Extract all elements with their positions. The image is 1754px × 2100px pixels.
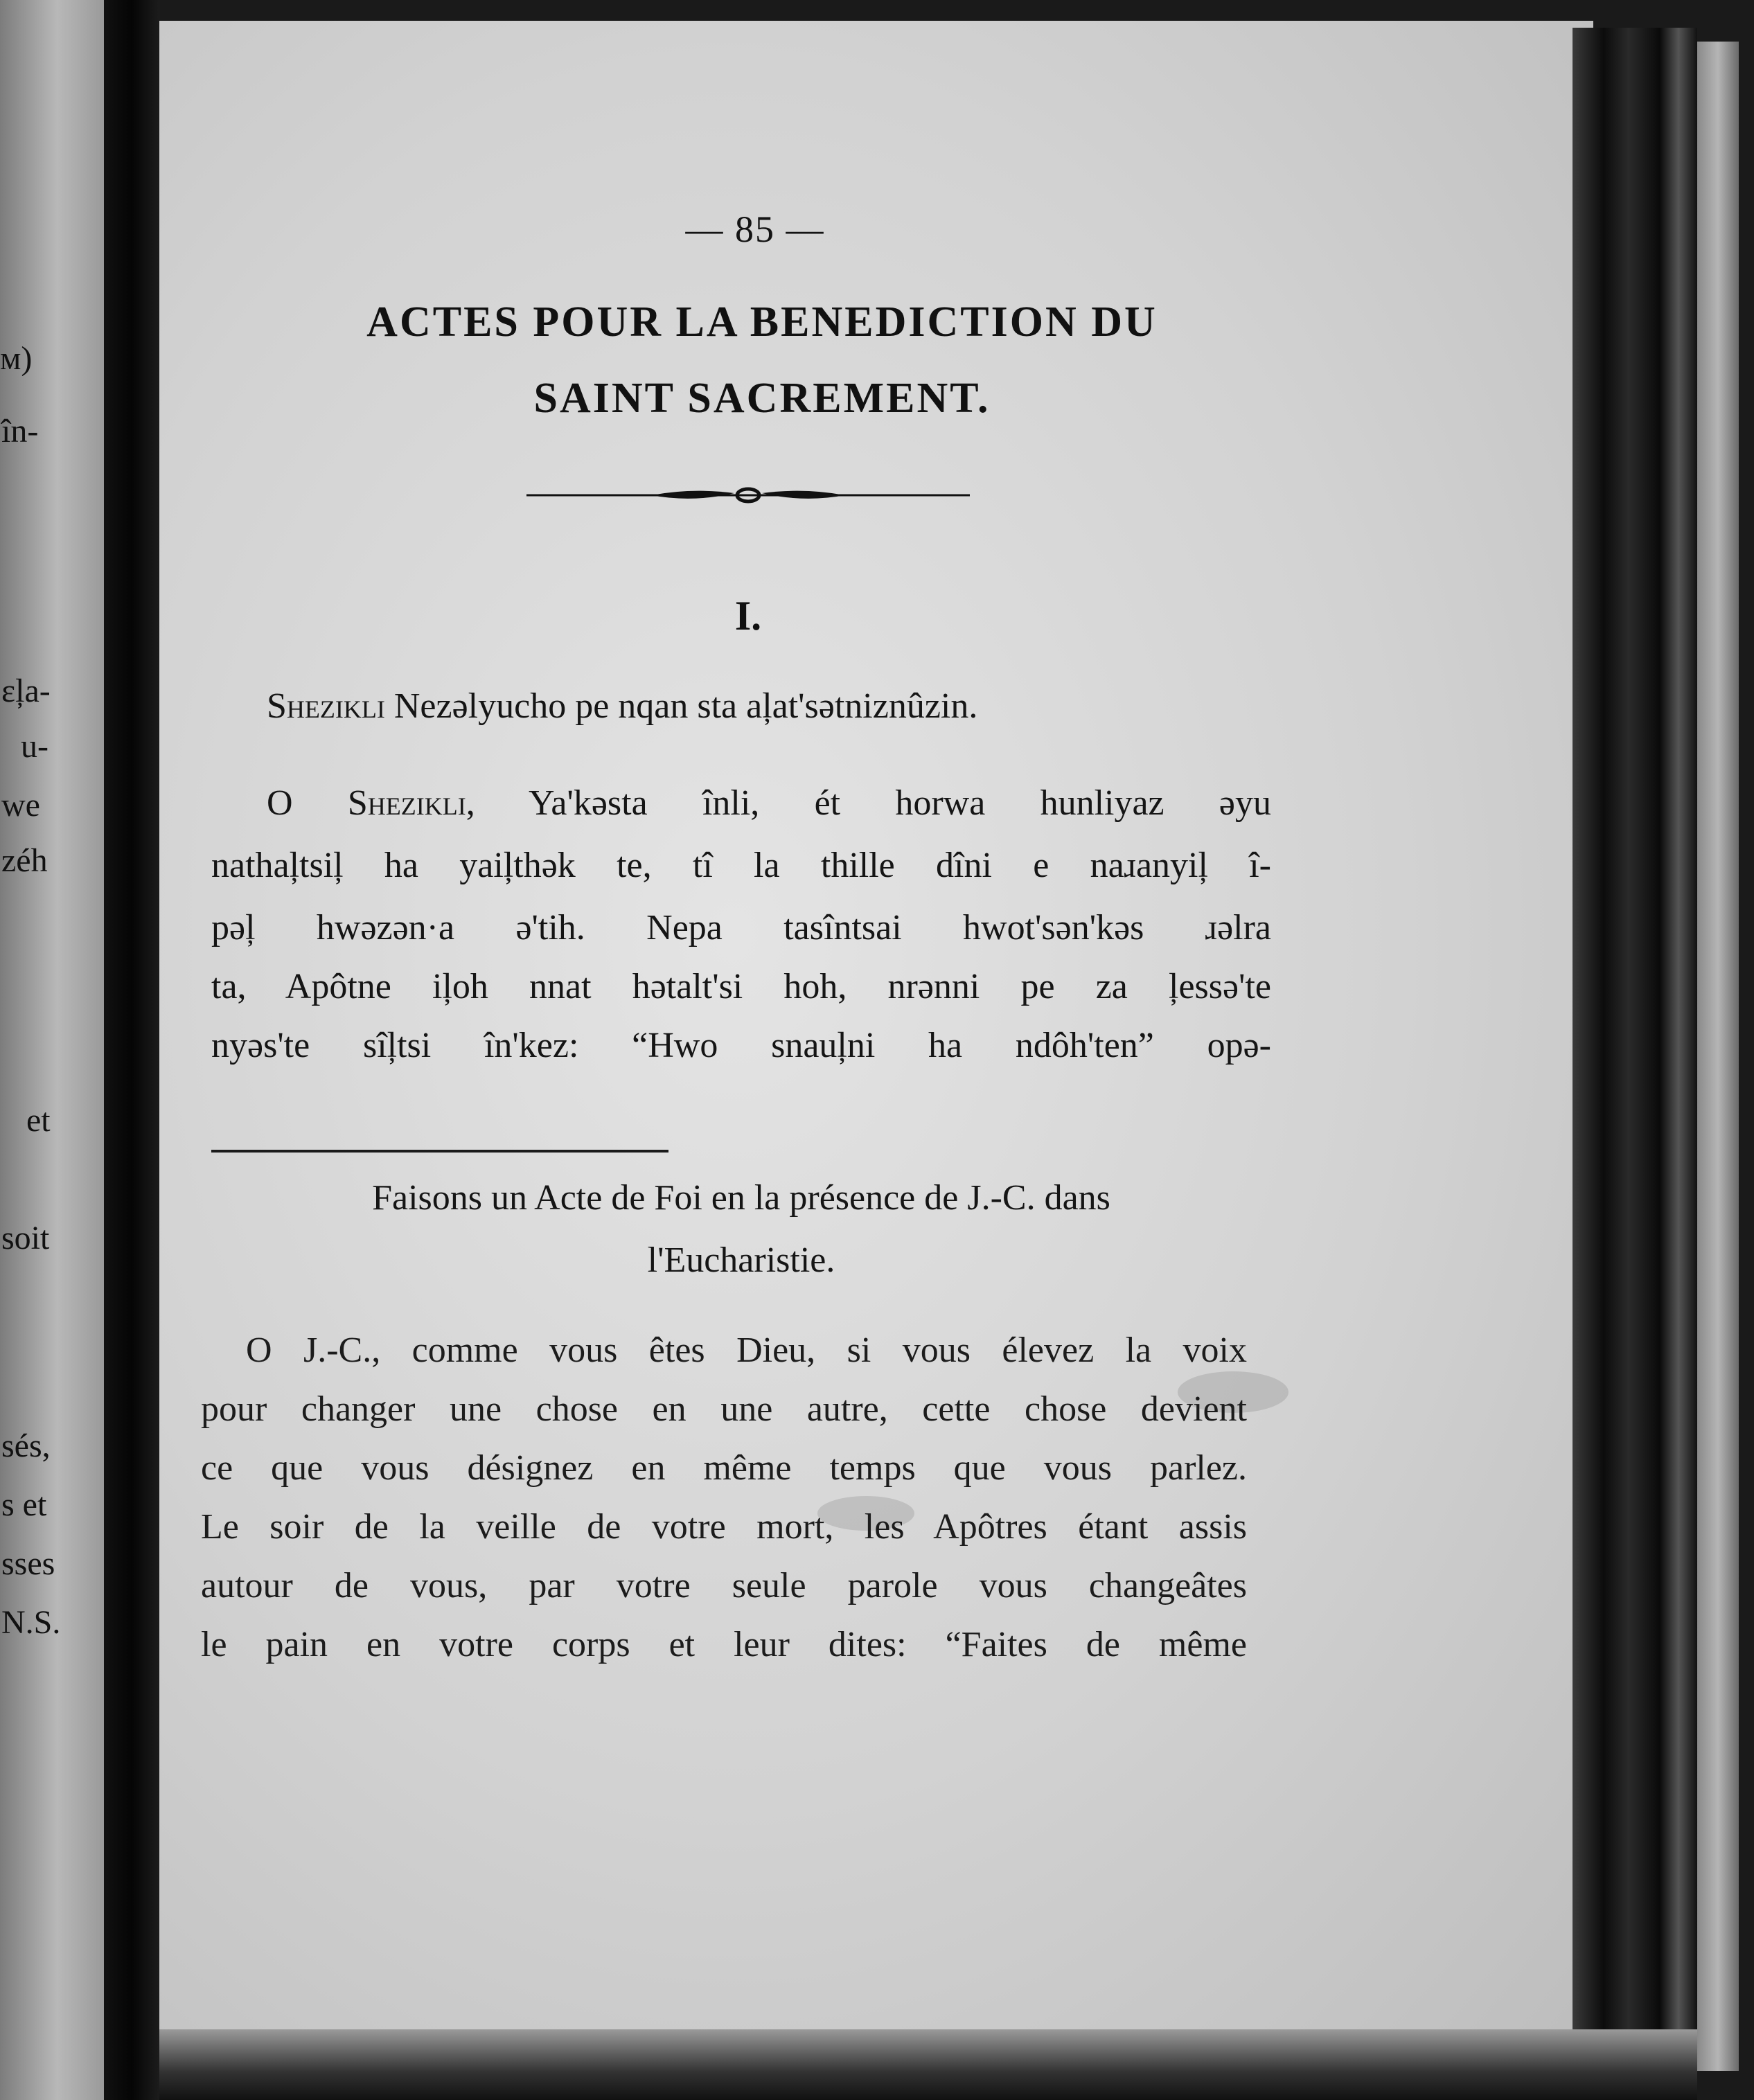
- french-line-3: ce que vous désignez en même temps que vous parlez.: [201, 1448, 1247, 1488]
- left-fragment: u-: [21, 728, 48, 765]
- left-fragment: et: [26, 1102, 51, 1139]
- french-line-4: Le soir de la veille de votre mort, les Apôtres étant assis: [201, 1507, 1247, 1547]
- left-fragment: soit: [1, 1220, 50, 1256]
- left-fragment: zéh: [1, 842, 48, 879]
- native-line-1: [267, 783, 1271, 824]
- left-fragment: we: [1, 787, 40, 824]
- left-fragment: sés,: [1, 1427, 51, 1464]
- french-line-1: O J.-C., comme vous êtes Dieu, si vous élevez la voix: [246, 1331, 1247, 1370]
- title-small-caps: Shezikli: [267, 686, 385, 726]
- french-title-line-1: Faisons un Acte de Foi en la présence de J.-C. dans: [372, 1178, 1110, 1218]
- book-gutter: [104, 0, 159, 2100]
- french-line-6: le pain en votre corps et leur dites: “Faites de même: [201, 1625, 1247, 1664]
- line-lead: O: [267, 783, 348, 823]
- back-cover-edge: [1697, 42, 1739, 2071]
- left-fragment: în-: [1, 413, 39, 450]
- french-title-line-2: l'Eucharistie.: [647, 1240, 835, 1280]
- left-fragment: sses: [1, 1545, 55, 1582]
- native-line-3: pəļ hwəzən·a ə'tih. Nepa tasîntsai hwot'sən'kəs ɹəlra: [211, 908, 1271, 947]
- line-small-caps: Shezikli: [347, 783, 466, 823]
- bottom-shadow: [159, 2029, 1697, 2100]
- footnote-rule: [211, 1150, 668, 1153]
- native-line-2: nathaļtsiļ ha yaiļthək te, tî la thille dîni e naɹanyiļ î-: [211, 846, 1271, 885]
- french-line-5: autour de vous, par votre seule parole vous changeâtes: [201, 1566, 1247, 1605]
- native-section-title: [267, 686, 1271, 727]
- left-page-edge: [0, 0, 104, 2100]
- page-stack-edge: [1573, 28, 1697, 2064]
- native-line-4: ta, Apôtne iļoh nnat hətalt'si hoh, nrənni pe za ļessə'te: [211, 967, 1271, 1006]
- native-line-5: nyəs'te sîļtsi în'kez: “Hwo snauļni ha ndôh'ten” opə-: [211, 1026, 1271, 1065]
- page-number: — 85 —: [685, 208, 825, 250]
- ornament-divider: [526, 478, 970, 513]
- left-fragment: N.S.: [1, 1604, 61, 1641]
- left-fragment: ɛļa-: [1, 673, 51, 709]
- line-rest: , Ya'kəsta înli, ét horwa hunliyaz əyu: [466, 783, 1271, 823]
- left-fragment: s et: [1, 1486, 47, 1523]
- title-rest: Nezəlyucho pe nqan sta aļat'sətniznûzin.: [384, 686, 978, 726]
- heading-line-2: SAINT SACREMENT.: [533, 375, 991, 422]
- section-numeral: I.: [734, 593, 762, 639]
- french-line-2: pour changer une chose en une autre, cette chose devient: [201, 1389, 1247, 1429]
- left-fragment: м): [0, 340, 33, 377]
- heading-line-1: ACTES POUR LA BENEDICTION DU: [366, 299, 1158, 346]
